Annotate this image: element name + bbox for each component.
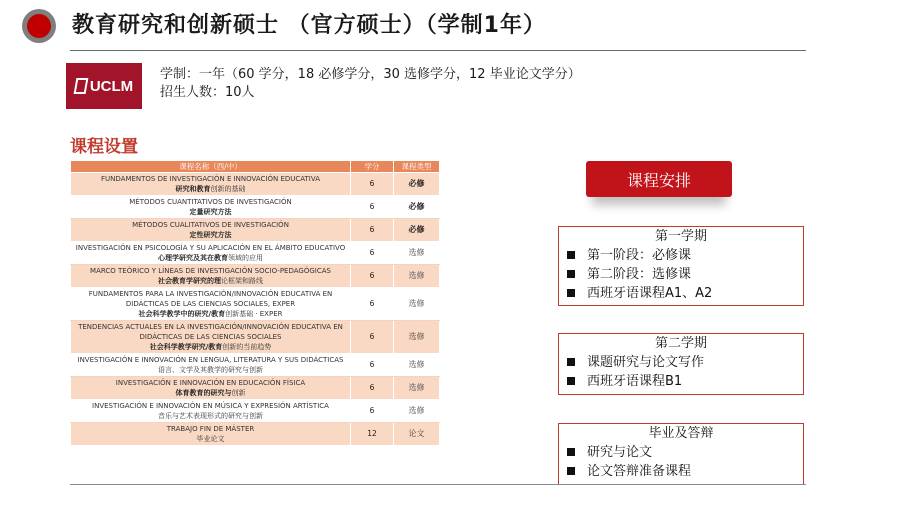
credits-cell: 6	[351, 288, 394, 321]
table-header-row	[71, 161, 440, 173]
course-name-zh-bold: 定性研究方法	[189, 231, 232, 239]
course-type-cell: 选修	[394, 265, 440, 288]
course-name-cell	[71, 173, 351, 196]
course-name-zh-rest: 音乐与艺术表现形式的研究与创新	[158, 412, 263, 420]
course-name-cell	[71, 265, 351, 288]
title-divider	[70, 50, 806, 51]
course-type-cell: 必修	[394, 173, 440, 196]
table-row	[71, 423, 440, 446]
table-row	[71, 196, 440, 219]
credits-cell: 6	[351, 196, 394, 219]
course-name-cell	[71, 288, 351, 321]
table-row	[71, 354, 440, 377]
program-info	[160, 66, 581, 102]
credits-cell: 6	[351, 265, 394, 288]
course-type-cell: 选修	[394, 400, 440, 423]
course-schedule-button[interactable]: 课程安排	[586, 161, 732, 197]
table-row	[71, 173, 440, 196]
course-name-es: INVESTIGACIÓN E INNOVACIÓN EN MÚSICA Y EXPRESIÓN ARTÍSTICA	[92, 402, 329, 410]
semester-1-box	[558, 226, 804, 306]
course-name-es: FUNDAMENTOS DE INVESTIGACIÓN E INNOVACIÓN EDUCATIVA	[101, 175, 320, 183]
graduation-box	[558, 423, 804, 485]
course-type-cell: 论文	[394, 423, 440, 446]
credits-cell: 12	[351, 423, 394, 446]
course-name-cell	[71, 242, 351, 265]
course-name-zh	[73, 342, 348, 352]
course-name-cell	[71, 219, 351, 242]
course-name-zh	[73, 276, 348, 286]
bottom-divider	[70, 484, 806, 485]
section-title: 课程设置	[70, 137, 138, 157]
course-name-zh-rest: 语言、文学及其教学的研究与创新	[158, 366, 263, 374]
list-item: 西班牙语课程B1	[559, 372, 803, 391]
table-row	[71, 400, 440, 423]
course-name-es: INVESTIGACIÓN E INNOVACIÓN EN EDUCACIÓN FÍSICA	[115, 379, 306, 387]
course-name-zh	[73, 388, 348, 398]
course-name-es: TENDENCIAS ACTUALES EN LA INVESTIGACIÓN/INNOVACIÓN EDUCATIVA EN DIDÁCTICAS DE LAS CIENCIAS SOCIALES	[78, 323, 343, 341]
page-title: 教育研究和创新硕士 （官方硕士）（学制1年）	[72, 13, 546, 38]
course-name-zh-bold: 社会教育学研究的理	[158, 277, 221, 285]
credits-cell: 6	[351, 354, 394, 377]
header-course-type: 课程类型	[394, 161, 440, 173]
course-name-es: MÉTODOS CUALITATIVOS DE INVESTIGACIÓN	[132, 221, 289, 229]
course-name-es: MARCO TEÓRICO Y LÍNEAS DE INVESTIGACIÓN SOCIO-PEDAGÓGICAS	[90, 267, 331, 275]
title-badge-icon	[22, 9, 56, 43]
bullet-square-icon	[567, 377, 575, 385]
course-type-cell: 选修	[394, 242, 440, 265]
course-name-cell	[71, 354, 351, 377]
course-name-zh-rest: 创新基础 · EXPER	[225, 310, 283, 318]
course-name-zh	[73, 253, 348, 263]
course-name-zh-bold: 社会科学教学研究/教育	[149, 343, 223, 351]
credits-cell: 6	[351, 400, 394, 423]
graduation-title: 毕业及答辩	[648, 426, 714, 441]
list-item: 课题研究与论文写作	[559, 353, 803, 372]
course-name-zh-rest: 创新的当前趋势	[222, 343, 272, 351]
bullet-square-icon	[567, 467, 575, 475]
bullet-square-icon	[567, 448, 575, 456]
course-name-zh-rest: 创新	[231, 389, 246, 397]
credits-cell: 6	[351, 377, 394, 400]
header-course-name: 课程名称（西/中）	[71, 161, 351, 173]
course-name-zh-bold: 定量研究方法	[189, 208, 232, 216]
course-table	[70, 160, 440, 446]
bullet-square-icon	[567, 270, 575, 278]
course-type-cell: 选修	[394, 377, 440, 400]
course-type-cell: 必修	[394, 219, 440, 242]
credits-cell: 6	[351, 242, 394, 265]
table-row	[71, 377, 440, 400]
table-row	[71, 219, 440, 242]
course-name-es: MÉTODOS CUANTITATIVOS DE INVESTIGACIÓN	[129, 198, 292, 206]
course-name-zh	[73, 434, 348, 444]
list-item: 第一阶段：必修课	[559, 246, 803, 265]
course-name-zh-bold: 体育教育的研究与	[175, 389, 232, 397]
semester-2-box	[558, 333, 804, 395]
list-item: 论文答辩准备课程	[559, 462, 803, 481]
course-name-zh-bold: 心理学研究及其在教育	[158, 254, 228, 262]
semester-1-title: 第一学期	[654, 229, 707, 244]
bullet-square-icon	[567, 289, 575, 297]
course-type-cell: 选修	[394, 321, 440, 354]
credits-cell: 6	[351, 321, 394, 354]
list-item: 第二阶段：选修课	[559, 265, 803, 284]
course-name-es: INVESTIGACIÓN EN PSICOLOGÍA Y SU APLICACIÓN EN EL ÁMBITO EDUCATIVO	[75, 244, 346, 252]
course-name-zh-rest: 论框架和路线	[221, 277, 263, 285]
table-row	[71, 242, 440, 265]
course-name-zh-rest: 领域的应用	[228, 254, 263, 262]
course-name-zh	[73, 365, 348, 375]
course-name-zh	[73, 230, 348, 240]
course-name-zh	[73, 184, 348, 194]
table-row	[71, 321, 440, 354]
enrollment-count: 招生人数：10人	[160, 85, 255, 100]
course-name-cell	[71, 377, 351, 400]
course-name-zh-rest: 毕业论文	[196, 435, 225, 443]
course-name-es: TRABAJO FIN DE MÁSTER	[166, 425, 255, 433]
bullet-square-icon	[567, 358, 575, 366]
credits-cell: 6	[351, 219, 394, 242]
course-type-cell: 选修	[394, 354, 440, 377]
course-name-zh	[73, 207, 348, 217]
course-name-zh-bold: 研究和教育	[175, 185, 211, 193]
course-name-zh-bold: 社会科学教学中的研究/教育	[138, 310, 226, 318]
course-name-cell	[71, 400, 351, 423]
course-name-es: INVESTIGACIÓN E INNOVACIÓN EN LENGUA, LITERATURA Y SUS DIDÁCTICAS	[77, 356, 344, 364]
course-type-cell: 选修	[394, 288, 440, 321]
course-name-es: FUNDAMENTOS PARA LA INVESTIGACIÓN/INNOVACIÓN EDUCATIVA EN DIDÁCTICAS DE LAS CIENCIAS SOCIALES, EXPER	[88, 290, 333, 308]
course-name-zh-rest: 创新的基础	[210, 185, 246, 193]
table-row	[71, 288, 440, 321]
list-item: 西班牙语课程A1、A2	[559, 284, 803, 303]
course-name-zh	[73, 411, 348, 421]
program-duration: 学制：一年（60 学分，18 必修学分，30 选修学分，12 毕业论文学分）	[160, 67, 581, 82]
course-name-cell	[71, 423, 351, 446]
uclm-logo: UCLM	[66, 63, 142, 109]
list-item: 研究与论文	[559, 443, 803, 462]
course-name-cell	[71, 196, 351, 219]
course-name-cell	[71, 321, 351, 354]
header-credits: 学分	[351, 161, 394, 173]
bullet-square-icon	[567, 251, 575, 259]
course-name-zh	[73, 309, 348, 319]
course-type-cell: 必修	[394, 196, 440, 219]
semester-2-title: 第二学期	[654, 336, 707, 351]
table-row	[71, 265, 440, 288]
credits-cell: 6	[351, 173, 394, 196]
